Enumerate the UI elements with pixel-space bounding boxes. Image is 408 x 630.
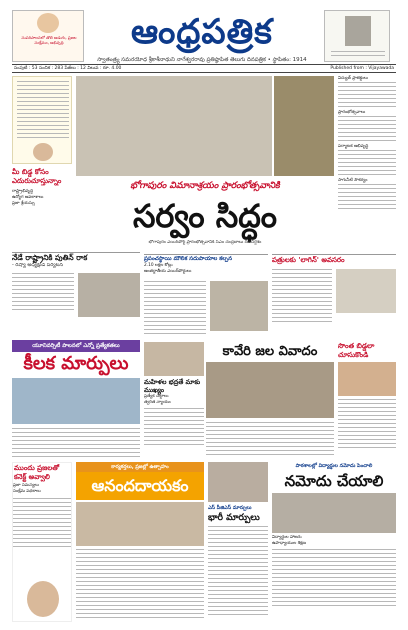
- login-head: పత్రులకు 'లాగిన్' అవసరం: [272, 256, 345, 264]
- kaveri-text: [206, 422, 334, 458]
- namodu-head: నమోదు చేయాలి: [284, 472, 384, 490]
- quote-head: మీ బిడ్డ కోసం ఎదురుచూస్తున్నాం: [12, 168, 62, 185]
- orange-banner: ఆనందదాయకం: [76, 472, 204, 500]
- masthead-tagline: స్వాతంత్ర్య సమరయోధ శ్రీకాశీనాథుని నాగేశ్వరరావు ప్రతిష్ఠాపిత తెలుగు దినపత్రిక • స్థాపితం: 1914: [97, 57, 307, 63]
- mahila-item: ప్రత్యేక చట్టాలు: [144, 394, 169, 399]
- mahila-story: [144, 378, 204, 458]
- right-item: పర్యాటక అభివృద్ధి: [338, 144, 369, 149]
- sontha-story: [338, 342, 396, 458]
- namodu-item: విద్యార్థుల హాజరు: [272, 535, 302, 540]
- connect-ad: [12, 462, 72, 622]
- infra-item: 2.10 లక్షల కోట్లు: [144, 263, 173, 268]
- right-item: విద్యుత్ ప్రాజెక్టులు: [338, 76, 369, 81]
- quote-item: రాష్ట్రాభివృద్ధి: [12, 189, 34, 194]
- login-story: [272, 254, 396, 338]
- keelaka-head: కీలక మార్పులు: [23, 353, 129, 374]
- mahila-item: త్వరిత న్యాయం: [144, 400, 171, 405]
- cm-photo: [37, 13, 59, 33]
- putin-sub: - రష్యా అధ్యక్షుడి పర్యటన: [12, 263, 63, 268]
- infra-item: అంతర్జాతీయ ఎయిర్‌పోర్టులు: [144, 269, 192, 274]
- mahila-photo: [144, 342, 204, 376]
- dateline-left: సంపుటి : 53 సంచిక : 283 పేజీలు : 12 విలువ : రూ. 4.00: [14, 66, 122, 71]
- right-item: సాగునీటి సౌకర్యం: [338, 178, 368, 183]
- putin-head: నేడే రాష్ట్రానికి పుతిన్ రాక: [12, 253, 88, 262]
- main-photo-airport: [274, 76, 334, 176]
- university-photo: [12, 378, 140, 424]
- dateline-right: Published from : Vijayawada: [330, 66, 394, 71]
- mahila-head: మహిళల భద్రతే మాకు ముఖ్యం: [144, 378, 201, 394]
- event-photo: [76, 502, 204, 546]
- namodu-item: ఉపాధ్యాయుల శిక్షణ: [272, 541, 306, 546]
- left-ad-text: సుపరిపాలనలో తొలి అడుగు, ప్రజల సంక్షేమం, అభివృద్ధి: [21, 35, 77, 46]
- main-headline: సర్వం సిద్ధం: [132, 197, 278, 235]
- founder-portrait: [324, 10, 390, 62]
- kaveri-head: కావేరి జల వివాదం: [222, 344, 318, 359]
- right-list: [338, 76, 396, 256]
- bhari-block: [208, 462, 268, 622]
- bhari-head: భారీ మార్పులు: [208, 513, 260, 523]
- namodu-photo: [272, 493, 396, 533]
- infra-story: [144, 254, 268, 340]
- left-body-text: [12, 428, 140, 458]
- university-banner: యూనివర్సిటీ పాలనలో ఎన్నో ప్రత్యేకతలు: [12, 340, 140, 352]
- main-sub: భోగాపురం ఎయిర్‌పోర్ట్ ప్రారంభోత్సవానికి సీఎం చంద్రబాబు దిశానిర్దేశం: [148, 240, 262, 245]
- quote-item: ప్రజా శ్రేయస్సు: [12, 201, 35, 206]
- masthead-title: ఆంధ్రపత్రిక: [131, 12, 273, 52]
- orange-kicker: కార్యకర్తలు, ప్రజల్లో ఉత్సాహం: [76, 462, 204, 472]
- main-photo-meeting: [76, 76, 272, 176]
- infra-head: ప్రపంచస్థాయి మౌలిక సదుపాయాల కల్పన: [144, 256, 232, 262]
- dateline: [12, 64, 396, 73]
- kaveri-photo: [206, 362, 334, 418]
- anandadayakam-block: [76, 462, 204, 622]
- infra-photo: [210, 281, 268, 331]
- quote-item: ఉద్యోగ అవకాశాలు: [12, 195, 44, 200]
- left-promo-box: [12, 76, 72, 164]
- bhari-kicker: ఎస్ పీజిఎస్ మార్పులు: [208, 505, 252, 511]
- court-photo: [336, 269, 396, 313]
- right-item: ప్రారంభోత్సవాలు: [338, 110, 366, 115]
- sontha-head: సొంత బిడ్డలా చూసుకొండి: [338, 342, 375, 359]
- namodu-kicker: పాఠశాలల్లో విద్యార్థుల నమోదు పెంచాలి: [295, 463, 373, 469]
- connect-item: సంక్షేమ పథకాలు: [13, 489, 41, 494]
- namodu-block: [272, 462, 396, 622]
- putin-story: [12, 252, 140, 338]
- main-kicker: భోగాపురం విమానాశ్రయం ప్రారంభోత్సవానికి: [130, 181, 280, 191]
- putin-photo: [78, 273, 140, 317]
- connect-item: ప్రజా సమస్యలు: [13, 483, 39, 488]
- left-ad-box: [12, 10, 84, 62]
- bhari-photo: [208, 462, 268, 502]
- sontha-photo: [338, 362, 396, 396]
- connect-head: ముందు ప్రజలతో కనెక్ట్ అవ్వాలి: [14, 464, 60, 481]
